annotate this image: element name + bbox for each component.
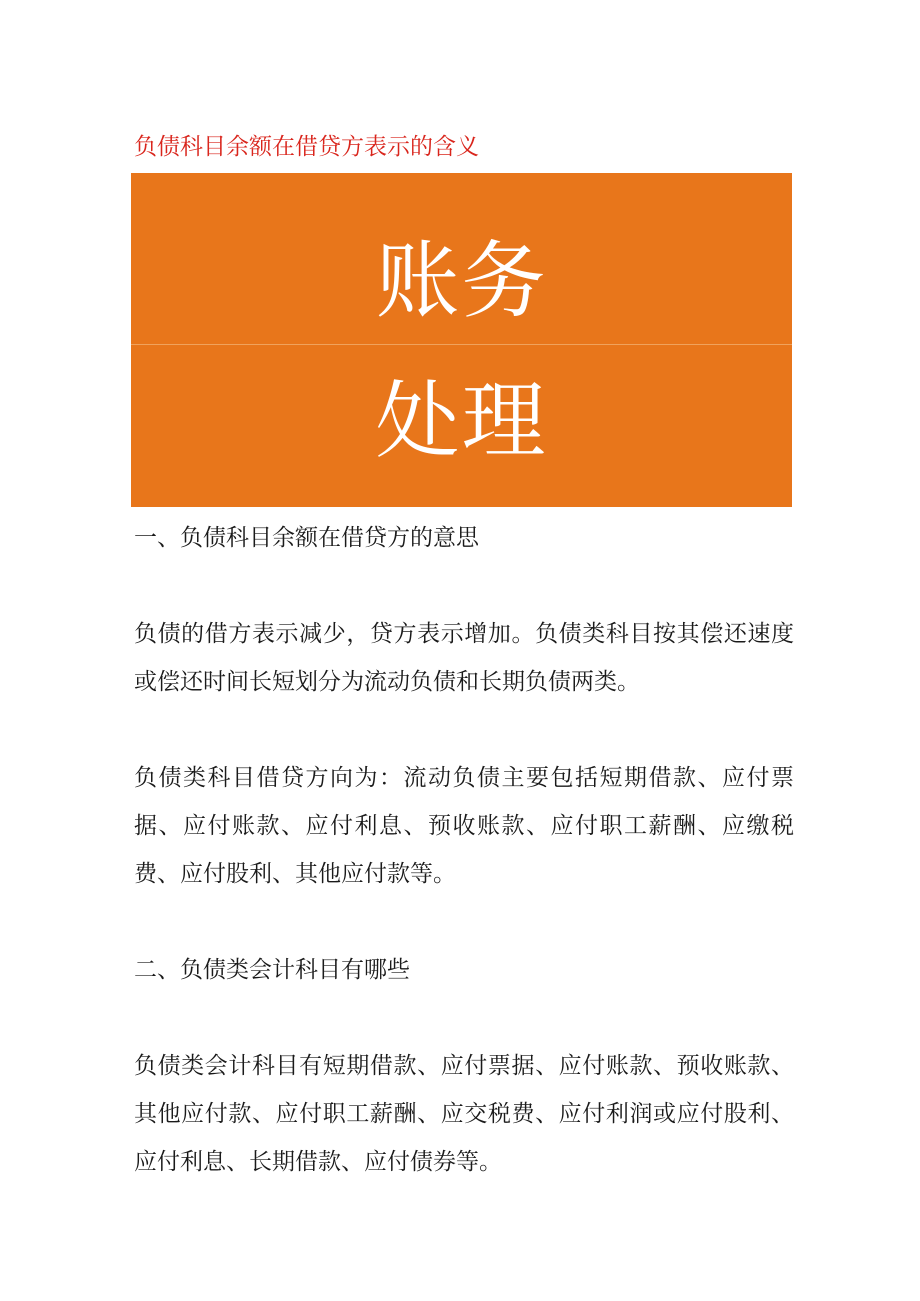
section-1-paragraph-2: 负债类科目借贷方向为：流动负债主要包括短期借款、应付票据、应付账款、应付利息、预收账款、应付职工薪酬、应缴税费、应付股利、其他应付款等。	[134, 765, 794, 887]
banner-line-2: 处理	[375, 372, 548, 470]
banner-divider	[131, 344, 792, 345]
section-2-heading: 二、负债类会计科目有哪些	[134, 957, 410, 983]
section-2-paragraph-1: 负债类会计科目有短期借款、应付票据、应付账款、预收账款、其他应付款、应付职工薪酬、应交税费、应付利润或应付股利、应付利息、长期借款、应付债券等。	[134, 1053, 794, 1175]
banner	[131, 173, 792, 507]
banner-line-1: 账务	[375, 232, 548, 330]
section-1-paragraph-1: 负债的借方表示减少，贷方表示增加。负债类科目按其偿还速度或偿还时间长短划分为流动负债和长期负债两类。	[134, 621, 794, 695]
document-title: 负债科目余额在借贷方表示的含义	[134, 134, 479, 160]
section-1-heading: 一、负债科目余额在借贷方的意思	[134, 525, 479, 551]
